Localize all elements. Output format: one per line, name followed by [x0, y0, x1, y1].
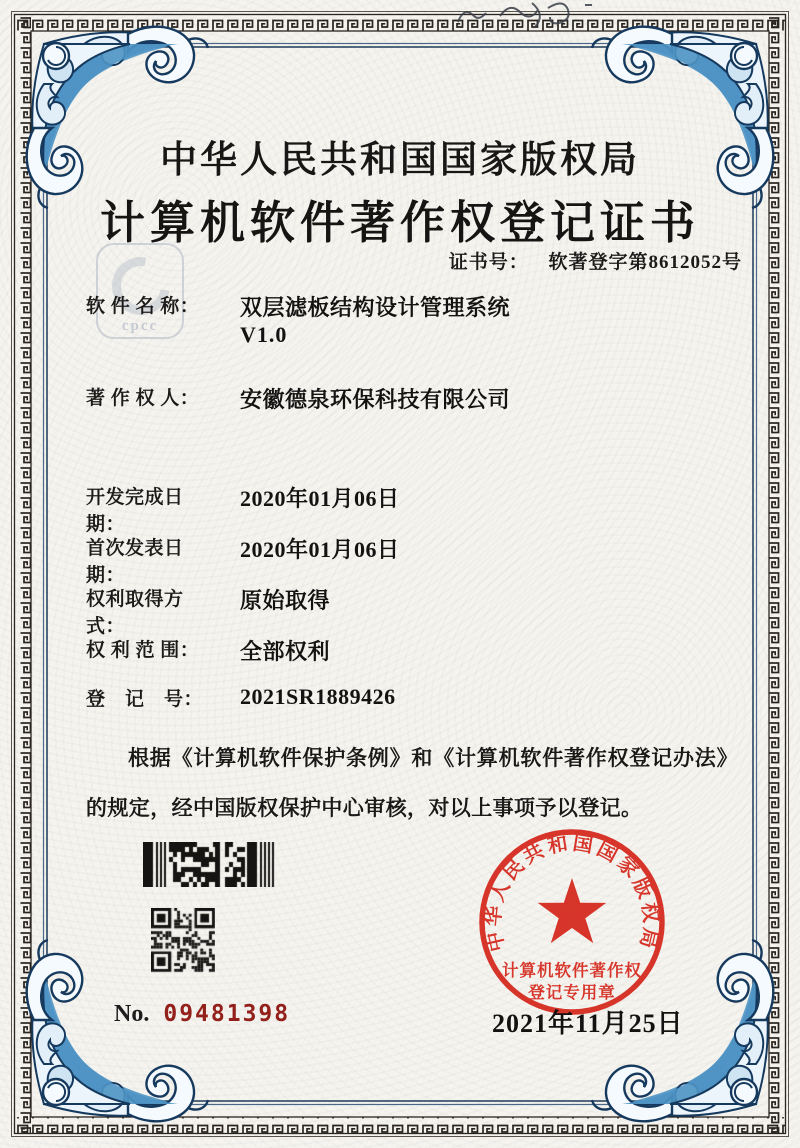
- qr-code: [151, 908, 215, 974]
- certificate-title: 计算机软件著作权登记证书: [99, 198, 700, 248]
- field-right-scope: [86, 635, 330, 666]
- serial-number: 09481398: [163, 1001, 291, 1027]
- field-software-name: [86, 291, 510, 322]
- issuing-authority-title: 中华人民共和国国家版权局: [160, 140, 640, 181]
- field-value: 2021SR1889426: [240, 684, 396, 709]
- software-version: V1.0: [240, 322, 288, 347]
- registration-statement: 根据《计算机软件保护条例》和《计算机软件著作权登记办法》的规定，经中国版权保护中心审核，对以上事项予以登记。: [86, 746, 738, 820]
- field-value: 双层滤板结构设计管理系统: [240, 295, 511, 320]
- barcode: [143, 842, 277, 887]
- serial-label: No.: [114, 1001, 150, 1027]
- field-label: 软 件 名 称：: [86, 296, 200, 317]
- official-seal: [474, 824, 670, 1020]
- field-value: 2020年01月06日: [240, 537, 400, 562]
- field-label: 开发完成日期：: [86, 487, 184, 535]
- field-copyright-owner: [86, 383, 510, 414]
- serial-number-line: [114, 1001, 290, 1028]
- certificate-number-label: 证书号：: [448, 252, 529, 273]
- field-dev-complete-date: [86, 482, 400, 536]
- field-first-publish-date: [86, 533, 400, 587]
- issue-date: 2021年11月25日: [492, 1009, 684, 1038]
- field-registration-number: [86, 684, 396, 711]
- field-value: 原始取得: [240, 588, 331, 613]
- field-label: 著 作 权 人：: [86, 388, 200, 409]
- seal-star-icon: [538, 878, 606, 943]
- field-label: 首次发表日期：: [86, 538, 184, 586]
- certificate-number-value: 软著登字第8612052号: [548, 252, 742, 273]
- field-label: 权利取得方式：: [86, 589, 184, 637]
- field-label: 权 利 范 围：: [86, 640, 200, 661]
- certificate-number-line: [449, 247, 742, 274]
- field-right-acquire-method: [86, 584, 330, 638]
- field-value: 2020年01月06日: [240, 486, 400, 511]
- seal-caption-line1: 计算机软件著作权: [502, 961, 642, 980]
- field-value: 安徽德泉环保科技有限公司: [240, 387, 511, 412]
- seal-ring-text: 中华人民共和国国家版权局: [482, 832, 662, 954]
- field-value: 全部权利: [240, 639, 331, 664]
- field-label: 登 记 号：: [86, 689, 204, 710]
- seal-caption-line2: 登记专用章: [528, 983, 616, 1002]
- ghost-stamp-text: cpcc: [121, 318, 159, 334]
